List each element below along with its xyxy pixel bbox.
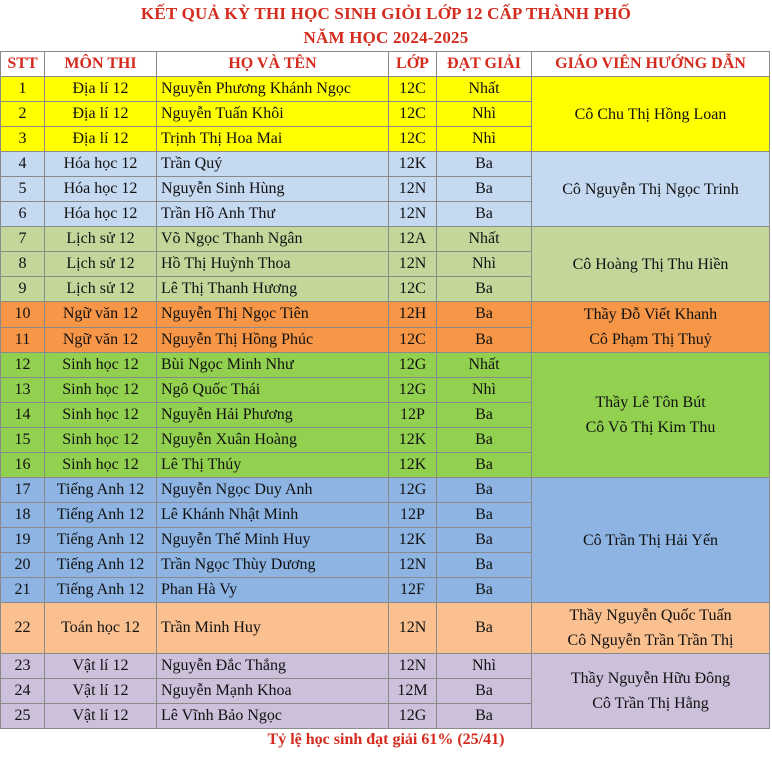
- row-number: 19: [1, 528, 45, 553]
- class-cell: 12C: [389, 277, 437, 302]
- class-cell: 12H: [389, 302, 437, 328]
- class-cell: 12M: [389, 679, 437, 704]
- table-row: [1, 478, 770, 503]
- class-cell: 12G: [389, 478, 437, 503]
- student-name-cell: Nguyễn Đắc Thắng: [157, 654, 389, 679]
- award-cell: Ba: [437, 327, 532, 353]
- class-cell: 12N: [389, 603, 437, 654]
- row-number: 22: [1, 603, 45, 654]
- header-teacher: GIÁO VIÊN HƯỚNG DẪN: [532, 52, 770, 77]
- subject-cell: Tiếng Anh 12: [45, 503, 157, 528]
- header-subject: MÔN THI: [45, 52, 157, 77]
- row-number: 4: [1, 152, 45, 177]
- class-cell: 12K: [389, 152, 437, 177]
- student-name-cell: Trần Quý: [157, 152, 389, 177]
- subject-cell: Tiếng Anh 12: [45, 528, 157, 553]
- class-cell: 12N: [389, 654, 437, 679]
- class-cell: 12P: [389, 503, 437, 528]
- class-cell: 12A: [389, 227, 437, 252]
- row-number: 7: [1, 227, 45, 252]
- subject-cell: Vật lí 12: [45, 654, 157, 679]
- student-name-cell: Lê Thị Thanh Hương: [157, 277, 389, 302]
- student-name-cell: Nguyễn Hải Phương: [157, 403, 389, 428]
- student-name-cell: Trần Hồ Anh Thư: [157, 202, 389, 227]
- row-number: 13: [1, 378, 45, 403]
- table-row: [1, 227, 770, 252]
- subject-cell: Ngữ văn 12: [45, 327, 157, 353]
- student-name-cell: Trần Minh Huy: [157, 603, 389, 654]
- table-row: [1, 353, 770, 378]
- award-cell: Ba: [437, 152, 532, 177]
- subject-cell: Sinh học 12: [45, 428, 157, 453]
- subject-cell: Tiếng Anh 12: [45, 553, 157, 578]
- award-cell: Ba: [437, 704, 532, 729]
- subject-cell: Vật lí 12: [45, 679, 157, 704]
- subject-cell: Toán học 12: [45, 603, 157, 654]
- teacher-cell: [532, 227, 770, 302]
- award-cell: Ba: [437, 478, 532, 503]
- row-number: 2: [1, 102, 45, 127]
- row-number: 21: [1, 578, 45, 603]
- subject-cell: Địa lí 12: [45, 127, 157, 152]
- subject-cell: Lịch sử 12: [45, 227, 157, 252]
- award-cell: Ba: [437, 403, 532, 428]
- student-name-cell: Nguyễn Ngọc Duy Anh: [157, 478, 389, 503]
- award-cell: Nhì: [437, 252, 532, 277]
- row-number: 8: [1, 252, 45, 277]
- subject-cell: Hóa học 12: [45, 202, 157, 227]
- subject-cell: Sinh học 12: [45, 403, 157, 428]
- row-number: 24: [1, 679, 45, 704]
- header-award: ĐẠT GIẢI: [437, 52, 532, 77]
- report-title: KẾT QUẢ KỲ THI HỌC SINH GIỎI LỚP 12 CẤP THÀNH PHỐ: [140, 4, 632, 23]
- table-row: [1, 302, 770, 328]
- award-cell: Ba: [437, 302, 532, 328]
- row-number: 14: [1, 403, 45, 428]
- teacher-cell: [532, 603, 770, 654]
- student-name-cell: Nguyễn Thị Hồng Phúc: [157, 327, 389, 353]
- class-cell: 12G: [389, 378, 437, 403]
- subject-cell: Ngữ văn 12: [45, 302, 157, 328]
- class-cell: 12F: [389, 578, 437, 603]
- class-cell: 12C: [389, 102, 437, 127]
- subject-cell: Vật lí 12: [45, 704, 157, 729]
- class-cell: 12G: [389, 704, 437, 729]
- class-cell: 12K: [389, 428, 437, 453]
- award-cell: Ba: [437, 528, 532, 553]
- class-cell: 12C: [389, 77, 437, 102]
- teacher-name: Cô Phạm Thị Thuỷ: [589, 331, 712, 348]
- header-stt: STT: [1, 52, 45, 77]
- student-name-cell: Nguyễn Tuấn Khôi: [157, 102, 389, 127]
- subject-cell: Sinh học 12: [45, 353, 157, 378]
- student-name-cell: Nguyễn Thị Ngọc Tiên: [157, 302, 389, 328]
- row-number: 25: [1, 704, 45, 729]
- award-cell: Nhất: [437, 353, 532, 378]
- table-row: [1, 654, 770, 679]
- student-name-cell: Lê Vĩnh Bảo Ngọc: [157, 704, 389, 729]
- row-number: 17: [1, 478, 45, 503]
- student-name-cell: Ngô Quốc Thái: [157, 378, 389, 403]
- subject-cell: Địa lí 12: [45, 77, 157, 102]
- award-cell: Ba: [437, 679, 532, 704]
- class-cell: 12K: [389, 528, 437, 553]
- teacher-name: Cô Chu Thị Hồng Loan: [574, 105, 727, 123]
- header-row: [1, 52, 770, 77]
- award-cell: Nhì: [437, 654, 532, 679]
- student-name-cell: Trần Ngọc Thùy Dương: [157, 553, 389, 578]
- subject-cell: Lịch sử 12: [45, 252, 157, 277]
- student-name-cell: Nguyễn Xuân Hoàng: [157, 428, 389, 453]
- student-name-cell: Nguyễn Mạnh Khoa: [157, 679, 389, 704]
- award-cell: Ba: [437, 277, 532, 302]
- award-cell: Ba: [437, 202, 532, 227]
- award-cell: Ba: [437, 453, 532, 478]
- row-number: 11: [1, 327, 45, 353]
- subject-cell: Tiếng Anh 12: [45, 578, 157, 603]
- award-cell: Ba: [437, 503, 532, 528]
- teacher-name: Cô Trần Thị Hằng: [592, 695, 709, 712]
- header-class: LỚP: [389, 52, 437, 77]
- class-cell: 12P: [389, 403, 437, 428]
- student-name-cell: Võ Ngọc Thanh Ngân: [157, 227, 389, 252]
- class-cell: 12C: [389, 127, 437, 152]
- student-name-cell: Lê Thị Thúy: [157, 453, 389, 478]
- class-cell: 12N: [389, 252, 437, 277]
- row-number: 20: [1, 553, 45, 578]
- teacher-name: Thầy Đỗ Viết Khanh: [583, 306, 718, 323]
- subject-cell: Hóa học 12: [45, 177, 157, 202]
- row-number: 10: [1, 302, 45, 328]
- results-table: [0, 51, 770, 729]
- student-name-cell: Trịnh Thị Hoa Mai: [157, 127, 389, 152]
- student-name-cell: Hồ Thị Huỳnh Thoa: [157, 252, 389, 277]
- award-cell: Nhất: [437, 77, 532, 102]
- teacher-name: Cô Nguyễn Thị Ngọc Trinh: [562, 180, 739, 198]
- row-number: 3: [1, 127, 45, 152]
- teacher-cell: [532, 478, 770, 603]
- results-body: [1, 77, 770, 729]
- row-number: 12: [1, 353, 45, 378]
- student-name-cell: Nguyễn Thế Minh Huy: [157, 528, 389, 553]
- subject-cell: Tiếng Anh 12: [45, 478, 157, 503]
- subject-cell: Lịch sử 12: [45, 277, 157, 302]
- student-name-cell: Nguyễn Phương Khánh Ngọc: [157, 77, 389, 102]
- teacher-cell: [532, 654, 770, 729]
- class-cell: 12N: [389, 202, 437, 227]
- award-cell: Nhì: [437, 378, 532, 403]
- row-number: 18: [1, 503, 45, 528]
- class-cell: 12C: [389, 327, 437, 353]
- teacher-name: Cô Trần Thị Hải Yến: [582, 531, 719, 549]
- school-year-title: NĂM HỌC 2024-2025: [303, 28, 469, 47]
- student-name-cell: Lê Khánh Nhật Minh: [157, 503, 389, 528]
- class-cell: 12G: [389, 353, 437, 378]
- row-number: 5: [1, 177, 45, 202]
- teacher-name: Thầy Nguyễn Hữu Đông: [570, 670, 731, 687]
- row-number: 1: [1, 77, 45, 102]
- row-number: 6: [1, 202, 45, 227]
- subject-cell: Địa lí 12: [45, 102, 157, 127]
- award-cell: Nhì: [437, 102, 532, 127]
- award-cell: Ba: [437, 578, 532, 603]
- award-cell: Ba: [437, 553, 532, 578]
- teacher-cell: [532, 353, 770, 478]
- table-row: [1, 77, 770, 102]
- teacher-cell: [532, 77, 770, 152]
- class-cell: 12K: [389, 453, 437, 478]
- teacher-name: Cô Võ Thị Kim Thu: [585, 419, 716, 436]
- award-cell: Ba: [437, 177, 532, 202]
- table-row: [1, 152, 770, 177]
- teacher-name: Thầy Lê Tôn Bút: [595, 394, 706, 411]
- award-cell: Nhì: [437, 127, 532, 152]
- pass-rate-footer: Tỷ lệ học sinh đạt giải 61% (25/41): [267, 731, 505, 748]
- student-name-cell: Phan Hà Vy: [157, 578, 389, 603]
- subject-cell: Hóa học 12: [45, 152, 157, 177]
- award-cell: Nhất: [437, 227, 532, 252]
- row-number: 9: [1, 277, 45, 302]
- class-cell: 12N: [389, 553, 437, 578]
- student-name-cell: Nguyễn Sinh Hùng: [157, 177, 389, 202]
- row-number: 23: [1, 654, 45, 679]
- teacher-cell: [532, 302, 770, 353]
- teacher-name: Cô Nguyễn Trần Trần Thị: [567, 632, 734, 649]
- subject-cell: Sinh học 12: [45, 453, 157, 478]
- row-number: 16: [1, 453, 45, 478]
- header-name: HỌ VÀ TÊN: [157, 52, 389, 77]
- class-cell: 12N: [389, 177, 437, 202]
- teacher-cell: [532, 152, 770, 227]
- teacher-name: Cô Hoàng Thị Thu Hiền: [572, 255, 729, 273]
- award-cell: Ba: [437, 603, 532, 654]
- table-row: [1, 603, 770, 654]
- subject-cell: Sinh học 12: [45, 378, 157, 403]
- award-cell: Ba: [437, 428, 532, 453]
- teacher-name: Thầy Nguyễn Quốc Tuấn: [569, 607, 732, 624]
- student-name-cell: Bùi Ngọc Minh Như: [157, 353, 389, 378]
- row-number: 15: [1, 428, 45, 453]
